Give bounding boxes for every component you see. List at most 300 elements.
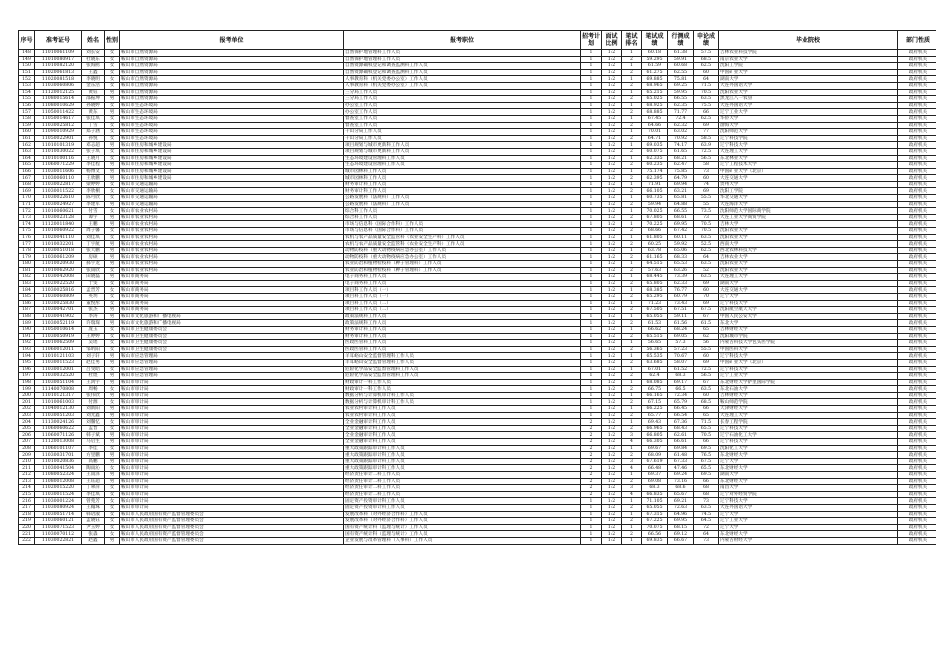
gender-cell: 男 — [105, 168, 120, 175]
seq-cell: 208 — [19, 445, 35, 452]
aptitude-score-cell: 69.94 — [668, 181, 694, 188]
essay-score-cell: 73 — [694, 168, 719, 175]
school-cell: 辽宁科技大学 — [719, 366, 898, 373]
name-cell: 田晓磊 — [82, 274, 105, 281]
school-cell: 沈阳城市学院 — [719, 333, 898, 340]
quota-cell: 1 — [581, 274, 602, 281]
ratio-cell: 1:2 — [602, 208, 622, 215]
unit-cell: 鞍山市应急管理局 — [120, 366, 344, 373]
written-score-cell: 65.77 — [642, 412, 668, 419]
gender-cell: 女 — [105, 102, 120, 109]
table-row — [19, 188, 936, 195]
name-cell: 李晓明 — [82, 76, 105, 83]
unit-cell: 鞍山市审计局 — [120, 478, 344, 485]
written-score-cell: 61.275 — [642, 69, 668, 76]
table-row — [19, 326, 936, 333]
unit-cell: 鞍山市卫生健康委员会 — [120, 333, 344, 340]
school-cell: 大连理工大学 — [719, 412, 898, 419]
gender-cell: 女 — [105, 148, 120, 155]
ratio-cell: 1:2 — [602, 445, 622, 452]
dept-type-cell: 政府机关 — [898, 267, 936, 274]
school-cell: 大连外国语大学 — [719, 82, 898, 89]
position-cell: 危险化学品安全监督管理科工作人员 — [344, 373, 581, 380]
school-cell: 内蒙古科技大学包头医学院 — [719, 340, 898, 347]
quota-cell: 2 — [581, 485, 602, 492]
dept-type-cell: 政府机关 — [898, 465, 936, 472]
table-row — [19, 96, 936, 103]
school-cell: 湖南大学 — [719, 76, 898, 83]
seq-cell: 156 — [19, 102, 35, 109]
school-cell: 吉林大学 — [719, 221, 898, 228]
name-cell: 赵鑫 — [82, 537, 105, 544]
ratio-cell: 1:2 — [602, 267, 622, 274]
written-rank-cell: 1 — [622, 537, 642, 544]
quota-cell: 1 — [581, 181, 602, 188]
name-cell: 李佳程 — [82, 162, 105, 169]
aptitude-score-cell: 61.48 — [668, 452, 694, 459]
name-cell: 邓志超 — [82, 142, 105, 149]
school-cell: 沈阳农业大学 — [719, 228, 898, 235]
essay-score-cell: 71.5 — [694, 419, 719, 426]
quota-cell: 2 — [581, 432, 602, 439]
school-cell: 辽宁科技大学 — [719, 142, 898, 149]
col-gender: 性别 — [105, 31, 120, 50]
position-cell: 全业金融审计科工作人员 — [344, 432, 581, 439]
essay-score-cell: 77 — [694, 129, 719, 136]
unit-cell: 鞍山市农业农村局 — [120, 228, 344, 235]
exam-id-cell: 11030011523 — [35, 359, 82, 366]
essay-score-cell: 65.5 — [694, 425, 719, 432]
gender-cell: 男 — [105, 373, 120, 380]
seq-cell: 152 — [19, 76, 35, 83]
gender-cell: 女 — [105, 386, 120, 393]
essay-score-cell: 75.5 — [694, 102, 719, 109]
position-cell: 农业防治和植物检疫科（种子管理科）工作人员 — [344, 261, 581, 268]
seq-cell: 189 — [19, 320, 35, 327]
name-cell: 房硕 — [82, 254, 105, 261]
unit-cell: 鞍山市住房和城乡建设局 — [120, 168, 344, 175]
exam-id-cell: 11020081518 — [35, 76, 82, 83]
quota-cell: 1 — [581, 346, 602, 353]
written-score-cell: 66.56 — [642, 531, 668, 538]
gender-cell: 男 — [105, 142, 120, 149]
ratio-cell: 1:2 — [602, 63, 622, 70]
ratio-cell: 1:2 — [602, 175, 622, 182]
unit-cell: 鞍山市审计局 — [120, 439, 344, 446]
quota-cell: 1 — [581, 135, 602, 142]
ratio-cell: 1:2 — [602, 518, 622, 525]
written-score-cell: 69.885 — [642, 76, 668, 83]
gender-cell: 女 — [105, 419, 120, 426]
position-cell: 城市园林科工作人员 — [344, 175, 581, 182]
dept-type-cell: 政府机关 — [898, 148, 936, 155]
applicant-score-table — [18, 30, 936, 545]
ratio-cell: 1:2 — [602, 373, 622, 380]
seq-cell: 200 — [19, 392, 35, 399]
quota-cell: 1 — [581, 333, 602, 340]
essay-score-cell: 68 — [694, 491, 719, 498]
school-cell: 辽宁工业大学 — [719, 373, 898, 380]
unit-cell: 鞍山市审计局 — [120, 504, 344, 511]
dept-type-cell: 政府机关 — [898, 168, 936, 175]
ratio-cell: 1:2 — [602, 234, 622, 241]
unit-cell: 鞍山市自然资源局 — [120, 76, 344, 83]
dept-type-cell: 政府机关 — [898, 498, 936, 505]
quota-cell: 2 — [581, 452, 602, 459]
table-row — [19, 412, 936, 419]
position-cell: 城市园林科工作人员 — [344, 168, 581, 175]
position-cell: 办公室工作人员 — [344, 109, 581, 116]
table-row — [19, 214, 936, 221]
table-row — [19, 511, 936, 518]
school-cell: 辽宁科技大学 — [719, 353, 898, 360]
written-score-cell: 67.805 — [642, 214, 668, 221]
seq-cell: 217 — [19, 504, 35, 511]
aptitude-score-cell: 63.02 — [668, 129, 694, 136]
written-score-cell: 65.535 — [642, 353, 668, 360]
school-cell: 辽宁大学 — [719, 524, 898, 531]
seq-cell: 151 — [19, 69, 35, 76]
col-ratio: 面试比例 — [602, 31, 622, 50]
essay-score-cell: 60 — [694, 69, 719, 76]
ratio-cell: 1:2 — [602, 439, 622, 446]
dept-type-cell: 政府机关 — [898, 504, 936, 511]
table-row — [19, 228, 936, 235]
gender-cell: 女 — [105, 115, 120, 122]
written-rank-cell: 2 — [622, 359, 642, 366]
gender-cell: 男 — [105, 175, 120, 182]
written-rank-cell: 1 — [622, 340, 642, 347]
name-cell: 谭宇 — [82, 214, 105, 221]
dept-type-cell: 政府机关 — [898, 373, 936, 380]
school-cell: 天津财经大学 — [719, 406, 898, 413]
school-cell: 中国医科大学 — [719, 346, 898, 353]
quota-cell: 1 — [581, 63, 602, 70]
written-rank-cell: 2 — [622, 478, 642, 485]
gender-cell: 女 — [105, 531, 120, 538]
dept-type-cell: 政府机关 — [898, 379, 936, 386]
exam-id-cell: 11060101107 — [35, 445, 82, 452]
unit-cell: 鞍山市审计局 — [120, 379, 344, 386]
unit-cell: 鞍山市审计局 — [120, 419, 344, 426]
exam-id-cell: 11030041902 — [35, 313, 82, 320]
aptitude-score-cell: 66.55 — [668, 96, 694, 103]
dept-type-cell: 政府机关 — [898, 359, 936, 366]
exam-id-cell: 11030060110 — [35, 175, 82, 182]
unit-cell: 鞍山市住房和城乡建设局 — [120, 155, 344, 162]
quota-cell: 1 — [581, 208, 602, 215]
aptitude-score-cell: 66.67 — [668, 537, 694, 544]
school-cell: 鞍山师范学院 — [719, 399, 898, 406]
essay-score-cell: 64 — [694, 254, 719, 261]
name-cell: 英玥 — [82, 293, 105, 300]
aptitude-score-cell: 64.88 — [668, 201, 694, 208]
written-rank-cell: 3 — [622, 432, 642, 439]
name-cell: 王雨泽 — [82, 472, 105, 479]
dept-type-cell: 政府机关 — [898, 406, 936, 413]
dept-type-cell: 政府机关 — [898, 485, 936, 492]
seq-cell: 209 — [19, 452, 35, 459]
gender-cell: 女 — [105, 498, 120, 505]
written-score-cell: 69.035 — [642, 142, 668, 149]
gender-cell: 女 — [105, 129, 120, 136]
written-rank-cell: 1 — [622, 181, 642, 188]
name-cell: 杜煜 — [82, 373, 105, 380]
position-cell: 经济责任审计二科工作人员 — [344, 491, 581, 498]
ratio-cell: 1:2 — [602, 168, 622, 175]
aptitude-score-cell: 73.16 — [668, 478, 694, 485]
school-cell: 吉林农业科技学院 — [719, 50, 898, 57]
seq-cell: 159 — [19, 122, 35, 129]
essay-score-cell: 69 — [694, 122, 719, 129]
seq-cell: 192 — [19, 340, 35, 347]
name-cell: 李佳琪 — [82, 491, 105, 498]
unit-cell: 鞍山市农业农村局 — [120, 247, 344, 254]
written-score-cell: 67.315 — [642, 511, 668, 518]
unit-cell: 鞍山市卫生健康委员会 — [120, 346, 344, 353]
table-row — [19, 472, 936, 479]
seq-cell: 210 — [19, 458, 35, 465]
table-row — [19, 524, 936, 531]
written-score-cell: 69.43 — [642, 419, 668, 426]
dept-type-cell: 政府机关 — [898, 89, 936, 96]
quota-cell: 1 — [581, 254, 602, 261]
written-score-cell: 69.67 — [642, 445, 668, 452]
dept-type-cell: 政府机关 — [898, 261, 936, 268]
position-cell: 经济责任审计二科工作人员 — [344, 485, 581, 492]
name-cell: 于雯 — [82, 280, 105, 287]
school-cell: 东北大学 — [719, 320, 898, 327]
written-rank-cell: 2 — [622, 399, 642, 406]
written-score-cell: 68.3 — [642, 485, 668, 492]
seq-cell: 184 — [19, 287, 35, 294]
written-rank-cell: 2 — [622, 425, 642, 432]
written-rank-cell: 2 — [622, 148, 642, 155]
school-cell: 沈阳农业大学 — [719, 261, 898, 268]
aptitude-score-cell: 72.63 — [668, 504, 694, 511]
position-cell: 农机与农产品质量安全监管科（农业安全生产科）工作人员 — [344, 234, 581, 241]
written-rank-cell: 1 — [622, 353, 642, 360]
unit-cell: 鞍山市应急管理局 — [120, 359, 344, 366]
name-cell: 赵佳男 — [82, 359, 105, 366]
written-score-cell: 66.48 — [642, 465, 668, 472]
exam-id-cell: 11120013008 — [35, 439, 82, 446]
unit-cell: 鞍山市人民政府国有资产监督管理委员会 — [120, 524, 344, 531]
essay-score-cell: 63.5 — [694, 504, 719, 511]
position-cell: 重大政策跟踪审计科工作人员 — [344, 458, 581, 465]
dept-type-cell: 政府机关 — [898, 518, 936, 525]
written-rank-cell: 2 — [622, 228, 642, 235]
unit-cell: 鞍山市农业农村局 — [120, 261, 344, 268]
written-rank-cell: 2 — [622, 254, 642, 261]
gender-cell: 女 — [105, 50, 120, 57]
table-row — [19, 148, 936, 155]
written-score-cell: 62.395 — [642, 175, 668, 182]
essay-score-cell: 74.5 — [694, 511, 719, 518]
aptitude-score-cell: 74.17 — [668, 142, 694, 149]
gender-cell: 男 — [105, 379, 120, 386]
written-score-cell: 61.165 — [642, 254, 668, 261]
gender-cell: 女 — [105, 82, 120, 89]
dept-type-cell: 政府机关 — [898, 274, 936, 281]
aptitude-score-cell: 69.17 — [668, 379, 694, 386]
school-cell: 南京农业大学 — [719, 56, 898, 63]
dept-type-cell: 政府机关 — [898, 340, 936, 347]
unit-cell: 鞍山市交通运输局 — [120, 188, 344, 195]
school-cell: 沈阳农业大学 — [719, 267, 898, 274]
name-cell: 韩语淑 — [82, 511, 105, 518]
unit-cell: 鞍山市审计局 — [120, 445, 344, 452]
quota-cell: 2 — [581, 465, 602, 472]
table-row — [19, 56, 936, 63]
gender-cell: 女 — [105, 76, 120, 83]
essay-score-cell: 67 — [694, 379, 719, 386]
written-rank-cell: 1 — [622, 445, 642, 452]
quota-cell: 1 — [581, 168, 602, 175]
table-row — [19, 386, 936, 393]
table-row — [19, 261, 936, 268]
position-cell: 督查室工作人员 — [344, 115, 581, 122]
table-row — [19, 439, 936, 446]
dept-type-cell: 政府机关 — [898, 293, 936, 300]
exam-id-cell: 11030011606 — [35, 168, 82, 175]
aptitude-score-cell: 75.81 — [668, 76, 694, 83]
name-cell: 王鸿宇 — [82, 379, 105, 386]
exam-id-cell: 11120012125 — [35, 89, 82, 96]
written-rank-cell: 1 — [622, 326, 642, 333]
position-cell: 羊耳峪山安全监督管理科工作人员 — [344, 359, 581, 366]
written-score-cell: 66.965 — [642, 425, 668, 432]
quota-cell: 1 — [581, 221, 602, 228]
written-rank-cell: 1 — [622, 419, 642, 426]
aptitude-score-cell: 65.53 — [668, 261, 694, 268]
gender-cell: 女 — [105, 326, 120, 333]
name-cell: 郝宇龙 — [82, 261, 105, 268]
dept-type-cell: 政府机关 — [898, 221, 936, 228]
written-rank-cell: 1 — [622, 76, 642, 83]
written-rank-cell: 2 — [622, 69, 642, 76]
school-cell: 吉林财经大学 — [719, 392, 898, 399]
essay-score-cell: 69.5 — [694, 472, 719, 479]
written-score-cell: 61.59 — [642, 63, 668, 70]
quota-cell: 1 — [581, 359, 602, 366]
table-body — [19, 50, 936, 545]
seq-cell: 164 — [19, 155, 35, 162]
name-cell: 张佳琪 — [82, 115, 105, 122]
exam-id-cell: 11030060809 — [35, 293, 82, 300]
seq-cell: 214 — [19, 485, 35, 492]
name-cell: 张天鹏 — [82, 247, 105, 254]
table-row — [19, 359, 936, 366]
table-row — [19, 241, 936, 248]
aptitude-score-cell: 66.55 — [668, 208, 694, 215]
dept-type-cell: 政府机关 — [898, 214, 936, 221]
dept-type-cell: 政府机关 — [898, 491, 936, 498]
written-rank-cell: 2 — [622, 135, 642, 142]
col-written-rank: 笔试排名 — [622, 31, 642, 50]
seq-cell: 220 — [19, 524, 35, 531]
written-score-cell: 56.65 — [642, 340, 668, 347]
table-row — [19, 142, 936, 149]
name-cell: 高鹏 — [82, 458, 105, 465]
exam-id-cell: 11060071229 — [35, 162, 82, 169]
exam-id-cell: 11060012011 — [35, 346, 82, 353]
aptitude-score-cell: 63.21 — [668, 188, 694, 195]
written-score-cell: 71.23 — [642, 300, 668, 307]
exam-id-cell: 11010060922 — [35, 228, 82, 235]
written-score-cell: 59.295 — [642, 56, 668, 63]
exam-id-cell: 11030051104 — [35, 379, 82, 386]
exam-id-cell: 11010082120 — [35, 63, 82, 70]
dept-type-cell: 政府机关 — [898, 307, 936, 314]
written-score-cell: 70.225 — [642, 221, 668, 228]
quota-cell: 2 — [581, 425, 602, 432]
name-cell: 刘长安 — [82, 50, 105, 57]
seq-cell: 211 — [19, 465, 35, 472]
table-row — [19, 452, 936, 459]
unit-cell: 鞍山市审计局 — [120, 392, 344, 399]
name-cell: 杜晓东 — [82, 56, 105, 63]
quota-cell: 2 — [581, 445, 602, 452]
name-cell: 孙晓婷 — [82, 102, 105, 109]
dept-type-cell: 政府机关 — [898, 254, 936, 261]
ratio-cell: 1:2 — [602, 392, 622, 399]
essay-score-cell: 69 — [694, 300, 719, 307]
school-cell: 沈阳农业大学 — [719, 89, 898, 96]
written-rank-cell: 1 — [622, 379, 642, 386]
exam-id-cell: 11010060621 — [35, 208, 82, 215]
aptitude-score-cell: 58.07 — [668, 359, 694, 366]
essay-score-cell: 64 — [694, 531, 719, 538]
seq-cell: 204 — [19, 419, 35, 426]
unit-cell: 鞍山市交通运输局 — [120, 195, 344, 202]
essay-score-cell: 58 — [694, 162, 719, 169]
written-score-cell: 71.91 — [642, 181, 668, 188]
written-rank-cell: 1 — [622, 142, 642, 149]
position-cell: 千山分局工作人员 — [344, 129, 581, 136]
position-cell: 财政审计一科工作人员 — [344, 379, 581, 386]
col-exam-id: 准考证号 — [35, 31, 82, 50]
written-rank-cell: 1 — [622, 129, 642, 136]
exam-id-cell: 11030022610 — [35, 195, 82, 202]
unit-cell: 鞍山市生态环境局 — [120, 122, 344, 129]
ratio-cell: 1:2 — [602, 458, 622, 465]
gender-cell: 男 — [105, 89, 120, 96]
ratio-cell: 1:2 — [602, 254, 622, 261]
dept-type-cell: 政府机关 — [898, 280, 936, 287]
dept-type-cell: 政府机关 — [898, 392, 936, 399]
col-position: 报考职位 — [344, 31, 581, 50]
school-cell: 华北交通大学 — [719, 195, 898, 202]
aptitude-score-cell: 61.52 — [668, 366, 694, 373]
name-cell: 邵振坤 — [82, 96, 105, 103]
gender-cell: 男 — [105, 439, 120, 446]
written-rank-cell: 1 — [622, 234, 642, 241]
written-rank-cell: 2 — [622, 109, 642, 116]
name-cell: 方里鹏 — [82, 452, 105, 459]
essay-score-cell: 63.9 — [694, 142, 719, 149]
written-rank-cell: 4 — [622, 465, 642, 472]
essay-score-cell: 70.5 — [694, 432, 719, 439]
essay-score-cell: 56 — [694, 340, 719, 347]
name-cell: 王欣鹏 — [82, 175, 105, 182]
position-cell: 生态环境建设管理科工作人员 — [344, 162, 581, 169]
written-rank-cell: 2 — [622, 214, 642, 221]
dept-type-cell: 政府机关 — [898, 472, 936, 479]
col-aptitude-score: 行测成绩 — [668, 31, 694, 50]
quota-cell: 1 — [581, 373, 602, 380]
gender-cell: 女 — [105, 346, 120, 353]
